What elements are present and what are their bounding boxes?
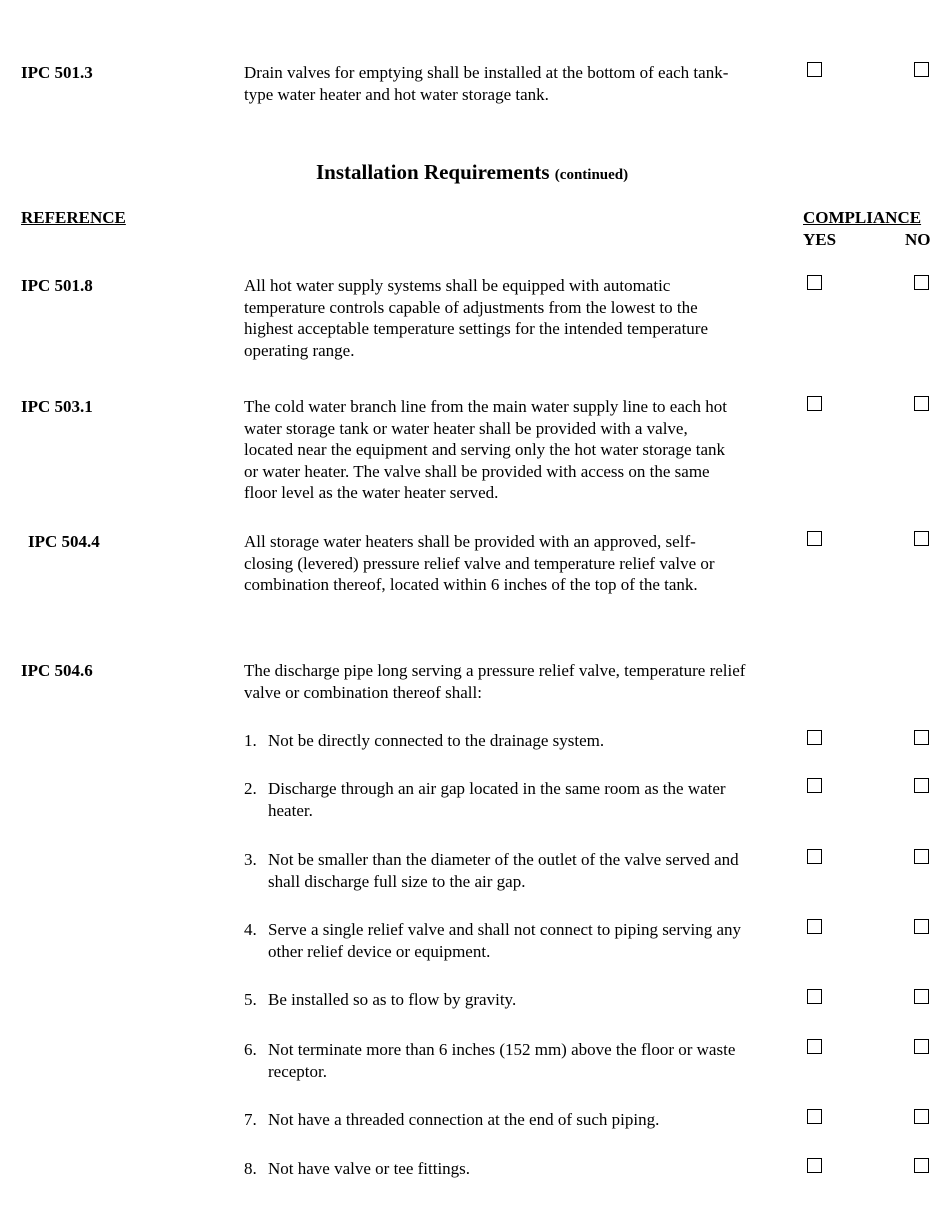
- no-checkbox[interactable]: [914, 919, 929, 934]
- reference-column-header: REFERENCE: [21, 208, 126, 227]
- list-item-text: Not have a threaded connection at the end of such piping.: [268, 1110, 660, 1129]
- list-item-text: Not have valve or tee fittings.: [268, 1159, 471, 1178]
- section-title-text: Installation Requirements: [316, 160, 550, 184]
- list-item-number: 3.: [244, 850, 257, 869]
- yes-checkbox[interactable]: [807, 989, 822, 1004]
- reference-label: IPC 501.3: [21, 63, 93, 82]
- section-title: [316, 162, 628, 187]
- yes-checkbox[interactable]: [807, 730, 822, 745]
- list-item-text: Be installed so as to flow by gravity.: [268, 990, 517, 1009]
- yes-column-header: YES: [803, 230, 837, 249]
- no-column-header: NO: [905, 230, 931, 249]
- no-checkbox[interactable]: [914, 396, 929, 411]
- no-checkbox[interactable]: [914, 1039, 929, 1054]
- no-checkbox[interactable]: [914, 849, 929, 864]
- no-checkbox[interactable]: [914, 778, 929, 793]
- list-item-number: 4.: [244, 920, 257, 939]
- reference-label: IPC 504.6: [21, 661, 93, 680]
- yes-checkbox[interactable]: [807, 1039, 822, 1054]
- requirement-text: The cold water branch line from the main water supply line to each hot water storage tank or water heater shall be provided with a valve, located near the equipment and serving only the hot water storage tank or water heater. The valve shall be provided with access on the same floor level as the water heater served.: [244, 397, 727, 502]
- yes-checkbox[interactable]: [807, 919, 822, 934]
- list-item-text: Not be smaller than the diameter of the outlet of the valve served and shall discharge full size to the air gap.: [268, 850, 739, 891]
- reference-label: IPC 504.4: [28, 532, 100, 551]
- reference-label: IPC 501.8: [21, 276, 93, 295]
- yes-checkbox[interactable]: [807, 396, 822, 411]
- yes-checkbox[interactable]: [807, 531, 822, 546]
- no-checkbox[interactable]: [914, 275, 929, 290]
- list-item-number: 2.: [244, 779, 257, 798]
- list-item-number: 8.: [244, 1159, 257, 1178]
- yes-checkbox[interactable]: [807, 778, 822, 793]
- no-checkbox[interactable]: [914, 531, 929, 546]
- list-item-number: 6.: [244, 1040, 257, 1059]
- no-checkbox[interactable]: [914, 62, 929, 77]
- requirement-text: All storage water heaters shall be provided with an approved, self-closing (levered) pressure relief valve and temperature relief valve or combination thereof, located within 6 inches of the top of the tank.: [244, 532, 715, 594]
- no-checkbox[interactable]: [914, 1109, 929, 1124]
- section-title-suffix: (continued): [554, 167, 629, 183]
- list-item-text: Not be directly connected to the drainage system.: [268, 731, 605, 750]
- yes-checkbox[interactable]: [807, 849, 822, 864]
- list-item-text: Discharge through an air gap located in the same room as the water heater.: [268, 779, 726, 820]
- requirement-text: All hot water supply systems shall be equipped with automatic temperature controls capable of adjustments from the lowest to the highest acceptable temperature settings for the intended temperature operating range.: [244, 276, 708, 360]
- list-item-text: Not terminate more than 6 inches (152 mm) above the floor or waste receptor.: [268, 1040, 736, 1081]
- yes-checkbox[interactable]: [807, 275, 822, 290]
- no-checkbox[interactable]: [914, 1158, 929, 1173]
- compliance-column-header: COMPLIANCE: [803, 208, 922, 227]
- list-item-number: 1.: [244, 731, 257, 750]
- yes-checkbox[interactable]: [807, 62, 822, 77]
- list-item-number: 7.: [244, 1110, 257, 1129]
- requirement-intro-text: The discharge pipe long serving a pressure relief valve, temperature relief valve or combination thereof shall:: [244, 661, 746, 702]
- yes-checkbox[interactable]: [807, 1158, 822, 1173]
- requirement-text: Drain valves for emptying shall be installed at the bottom of each tank-type water heater and hot water storage tank.: [244, 63, 729, 104]
- no-checkbox[interactable]: [914, 730, 929, 745]
- list-item-number: 5.: [244, 990, 257, 1009]
- yes-checkbox[interactable]: [807, 1109, 822, 1124]
- list-item-text: Serve a single relief valve and shall not connect to piping serving any other relief device or equipment.: [268, 920, 742, 961]
- no-checkbox[interactable]: [914, 989, 929, 1004]
- reference-label: IPC 503.1: [21, 397, 93, 416]
